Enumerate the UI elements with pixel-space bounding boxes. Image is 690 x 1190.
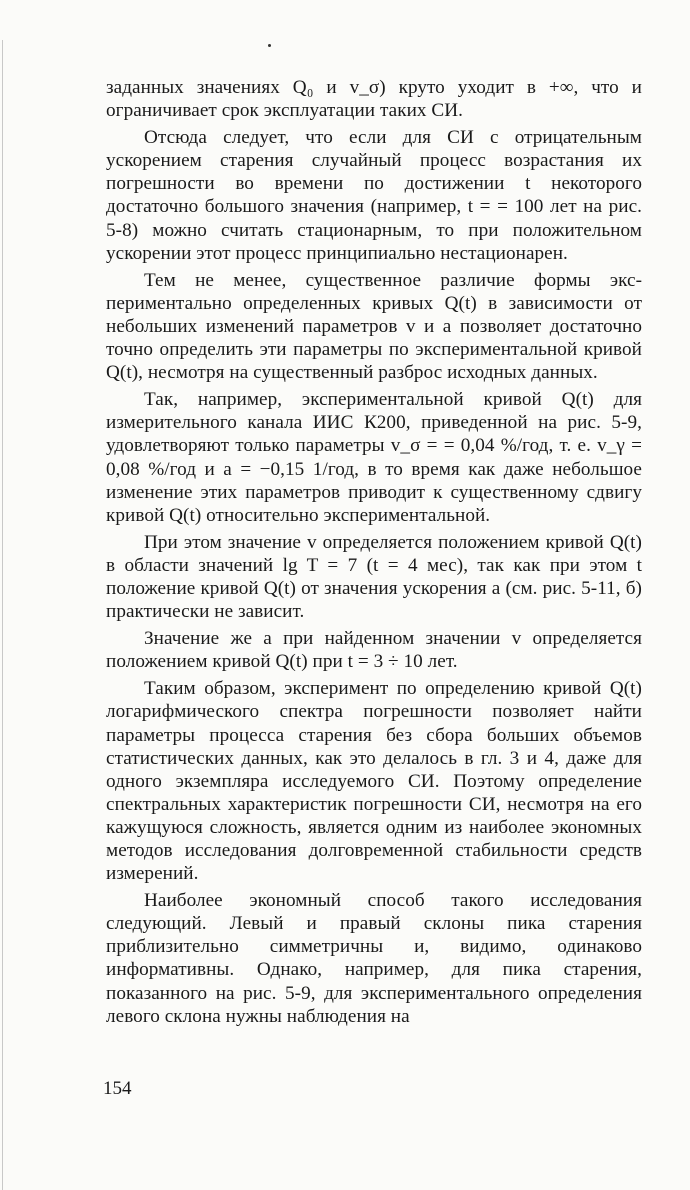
- scan-margin-line: [2, 40, 3, 1190]
- paragraph: При этом значение v определяется положением кривой Q(t) в области значений lg T = 7 (t = 4 мес), так как при этом t положение кривой Q(t) от значения ускорения a (см. рис. 5-11, б) практически не зависит.: [106, 531, 642, 623]
- paragraph: заданных значениях Q₀ и v_σ) круто уходит в +∞, что и ограничивает срок эксплуатации таких СИ.: [106, 77, 642, 122]
- scan-speck: [268, 44, 271, 47]
- paragraph: Значение же a при найденном значении v определяется положением кривой Q(t) при t = 3 ÷ 10 лет.: [106, 628, 642, 673]
- body-text: [106, 76, 642, 1032]
- page-number: 154: [103, 1078, 132, 1099]
- paragraph: Таким образом, эксперимент по определению кривой Q(t) логарифмического спектра погрешности позволяет найти параметры процесса старения без сбора больших объемов статистических данных, как это делалось в гл. 3 и 4, даже для одного экземпляра исследуемого СИ. Поэтому определение спектральных характеристик погрешности СИ, несмотря на его кажущуюся сложность, является одним из наиболее экономных методов исследования долговременной стабильности средств измерений.: [106, 678, 642, 885]
- paragraph: Отсюда следует, что если для СИ с отрицательным ускорением старения случайный процесс возрастания их погрешности во времени по достижении t некоторого достаточно большого значения (например, t = = 100 лет на рис. 5-8) можно считать стационарным, то при положительном ускорении этот процесс принципиально нестационарен.: [106, 127, 642, 264]
- paragraph: Тем не менее, существенное различие формы экспериментально определенных кривых Q(t) в зависимости от небольших изменений параметров v и a позволяет достаточно точно определить эти параметры по экспериментальной кривой Q(t), несмотря на существенный разброс исходных данных.: [106, 269, 642, 384]
- paragraph: Так, например, экспериментальной кривой Q(t) для измерительного канала ИИС К200, приведенной на рис. 5-9, удовлетворяют только параметры v_σ = = 0,04 %/год, т. е. v_γ = 0,08 %/год и a = −0,15 1/год, в то время как даже небольшое изменение этих параметров приводит к существенному сдвигу кривой Q(t) относительно экспериментальной.: [106, 389, 642, 526]
- paragraph: Наиболее экономный способ такого исследования следующий. Левый и правый склоны пика старения приблизительно симметричны и, видимо, одинаково информативны. Однако, например, для пика старения, показанного на рис. 5-9, для экспериментального определения левого склона нужны наблюдения на: [106, 890, 642, 1027]
